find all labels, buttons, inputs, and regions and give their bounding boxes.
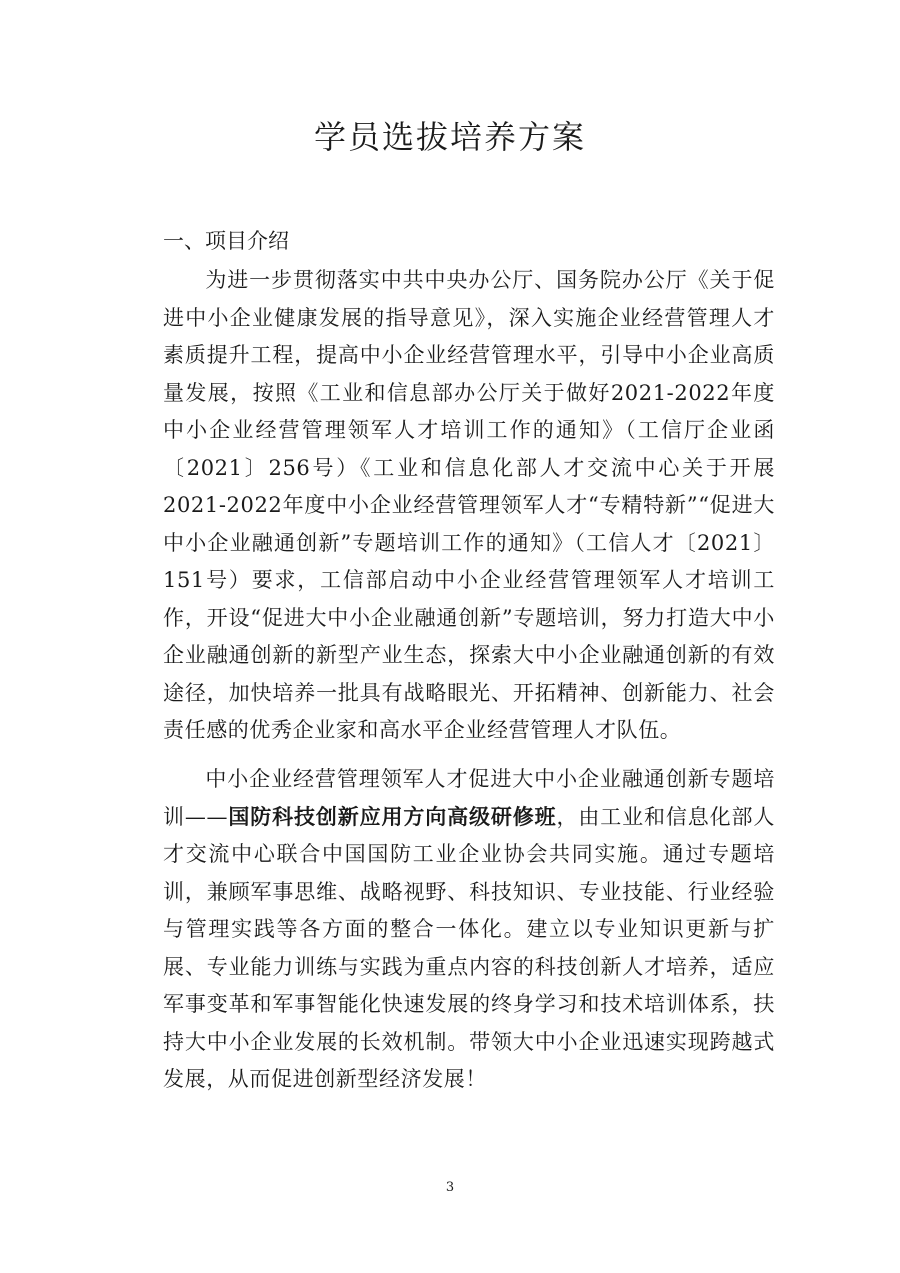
program-name-bold: 国防科技创新应用方向高级研修班 — [228, 804, 557, 829]
section-heading: 一、项目介绍 — [163, 229, 289, 253]
document-title: 学员选拔培养方案 — [313, 118, 586, 156]
paragraph-1-text: 为进一步贯彻落实中共中央办公厅、国务院办公厅《关于促进中小企业健康发展的指导意见》，深入实施企业经营管理人才素质提升工程，提高中小企业经营管理水平，引导中小企业高质量发展，按照《工业和信息部办公厅关于做好2021-2022年度中小企业经营管理领军人才培训工作的通知》（工信厅企业函〔2021〕256号）《工业和信息化部人才交流中心关于开展2021-2022年度中小企业经营管理领军人才“专精特新”“促进大中小企业融通创新”专题培训工作的通知》（工信人才〔2021〕151号）要求，工信部启动中小企业经营管理领军人才培训工作，开设“促进大中小企业融通创新”专题培训，努力打造大中小企业融通创新的新型产业生态，探索大中小企业融通创新的有效途径，加快培养一批具有战略眼光、开拓精神、创新能力、社会责任感的优秀企业家和高水平企业经营管理人才队伍。 — [163, 268, 775, 742]
paragraph-program-description — [163, 761, 775, 1099]
paragraph-2-lead: 中小企业经营管理领军人才促进大中小企业融通创新专题培训—— — [163, 767, 775, 829]
paragraph-project-intro — [163, 262, 775, 750]
paragraph-2-rest: ，由工业和信息化部人才交流中心联合中国国防工业企业协会共同实施。通过专题培训，兼顾军事思维、战略视野、科技知识、专业技能、行业经验与管理实践等各方面的整合一体化。建立以专业知识更新与扩展、专业能力训练与实践为重点内容的科技创新人才培养，适应军事变革和军事智能化快速发展的终身学习和技术培训体系，扶持大中小企业发展的长效机制。带领大中小企业迅速实现跨越式发展，从而促进创新型经济发展！ — [163, 804, 775, 1091]
page-number: 3 — [445, 1180, 455, 1195]
